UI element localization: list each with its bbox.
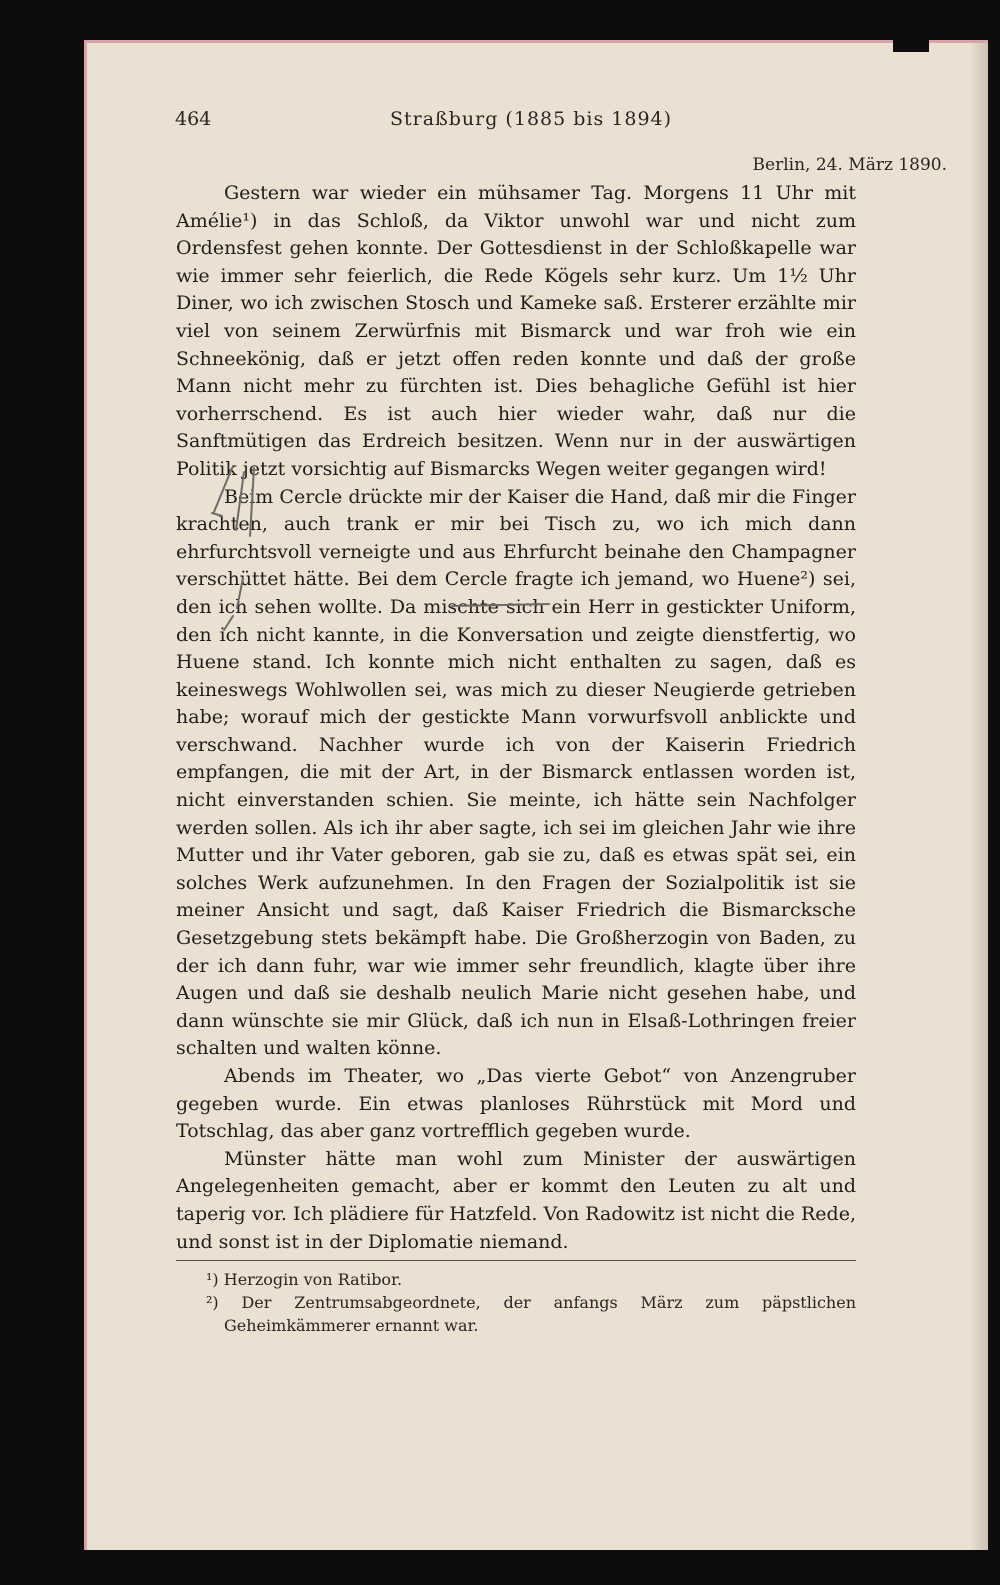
dateline: Berlin, 24. März 1890. [752, 155, 947, 175]
pencil-underline [452, 604, 549, 606]
pencil-stroke [237, 578, 243, 608]
footnote: ²) Der Zentrumsabgeordnete, der anfangs März zum päpstlichen Geheimkämmerer ernannt war. [206, 1293, 856, 1335]
pencil-stroke [236, 472, 244, 530]
pencil-stroke [214, 468, 232, 512]
paragraph: Gestern war wieder ein mühsamer Tag. Morgens 11 Uhr mit Amélie¹) in das Schloß, da Viktor unwohl war und nicht zum Ordensfest gehen konnte. Der Gottesdienst in der Schloßkapelle war wie immer sehr feierlich, die Rede Kögels sehr kurz. Um 1½ Uhr Diner, wo ich zwischen Stosch und Kameke saß. Ersterer erzählte mir viel von seinem Zerwürfnis mit Bismarck und war froh wie ein Schneekönig, daß er jetzt offen reden konnte und daß der große Mann nicht mehr zu fürchten ist. Dies behagliche Gefühl ist hier vorherrschend. Es ist auch hier wieder wahr, daß nur die Sanftmütigen das Erdreich besitzen. Wenn nur in der auswärtigen Politik jetzt vorsichtig auf Bismarcks Wegen weiter gegangen wird! [176, 182, 856, 480]
pencil-stroke [212, 513, 222, 516]
pencil-stroke [224, 616, 233, 630]
pencil-stroke [250, 468, 254, 536]
running-head-title: Straßburg (1885 bis 1894) [390, 108, 673, 130]
paragraph: Münster hätte man wohl zum Minister der auswärtigen Angelegenheiten gemacht, aber er kommt den Leuten zu alt und taperig vor. Ich plädiere für Hatzfeld. Von Radowitz ist nicht die Rede, und sonst ist in der Diplomatie niemand. [176, 1147, 856, 1253]
footnote: ¹) Herzogin von Ratibor. [206, 1270, 403, 1289]
page-number: 464 [175, 108, 212, 130]
paragraph: Abends im Theater, wo „Das vierte Gebot“ von Anzengruber gegeben wurde. Ein etwas planloses Rührstück mit Mord und Totschlag, das aber ganz vortrefflich gegeben wurde. [176, 1065, 856, 1143]
paragraph: Beim Cercle drückte mir der Kaiser die Hand, daß mir die Finger krachten, auch trank er mir bei Tisch zu, wo ich mich dann ehrfurchtsvoll verneigte und aus Ehrfurcht beinahe den Champagner verschüttet hätte. Bei dem Cercle fragte ich jemand, wo Huene²) sei, den ich sehen wollte. Da mischte sich ein Herr in gestickter Uniform, den ich nicht kannte, in die Konversation und zeigte dienstfertig, wo Huene stand. Ich konnte mich nicht enthalten zu sagen, daß es keineswegs Wohlwollen sei, was mich zu dieser Neugierde getrieben habe; worauf mich der gestickte Mann vorwurfsvoll anblickte und verschwand. Nachher wurde ich von der Kaiserin Friedrich empfangen, die mit der Art, in der Bismarck entlassen worden ist, nicht einverstanden schien. Sie meinte, ich hätte sein Nachfolger werden sollen. Als ich ihr aber sagte, ich sei im gleichen Jahr wie ihre Mutter und ihr Vater geboren, gab sie zu, daß es etwas spät sei, ein solches Werk aufzunehmen. In den Fragen der Sozialpolitik ist sie meiner Ansicht und sagt, daß Kaiser Friedrich die Bismarcksche Gesetzgebung stets bekämpft habe. Die Großherzogin von Baden, zu der ich dann fuhr, war wie immer sehr freundlich, klagte über ihre Augen und daß sie deshalb neulich Marie nicht gesehen habe, und dann wünschte sie mir Glück, daß ich nun in Elsaß-Lothringen freier schalten und walten könne. [176, 485, 856, 1060]
